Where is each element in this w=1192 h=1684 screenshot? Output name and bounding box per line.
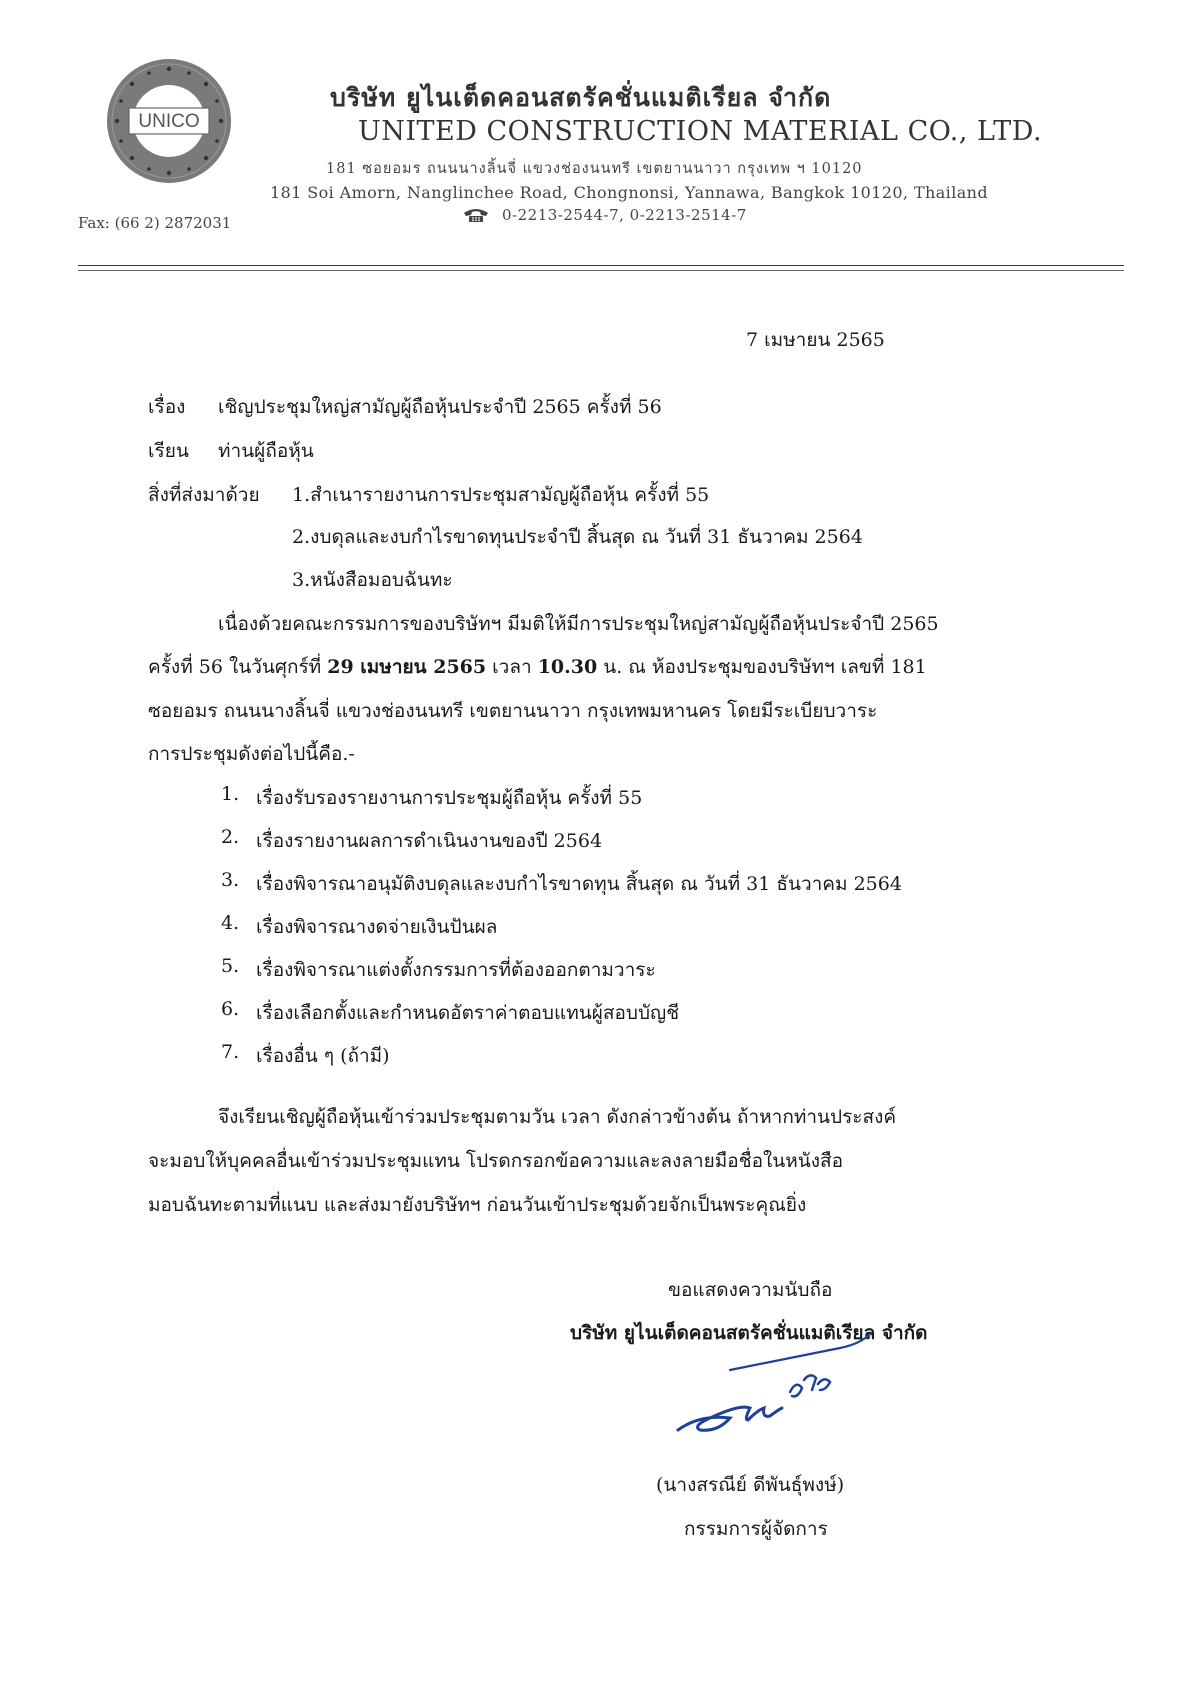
intro-line: ซอยอมร ถนนนางลิ้นจี่ แขวงช่องนนทรี เขตยานนาวา กรุงเทพมหานคร โดยมีระเบียบวาระ	[148, 700, 878, 722]
agenda-number: 1.	[221, 783, 240, 805]
agenda-number: 2.	[221, 826, 240, 848]
agenda-item: เรื่องพิจารณาอนุมัติงบดุลและงบกำไรขาดทุน สิ้นสุด ณ วันที่ 31 ธันวาคม 2564	[256, 873, 902, 895]
company-logo	[104, 56, 234, 186]
enclosure-item: 1.สำเนารายงานการประชุมสามัญผู้ถือหุ้น ครั้งที่ 55	[292, 484, 710, 506]
closing-line: จะมอบให้บุคคลอื่นเข้าร่วมประชุมแทน โปรดกรอกข้อความและลงลายมือชื่อในหนังสือ	[148, 1150, 844, 1172]
signer-name: (นางสรณีย์ ดีพันธุ์พงษ์)	[656, 1474, 845, 1496]
letter-date: 7 เมษายน 2565	[746, 329, 885, 351]
phone-line	[462, 206, 747, 224]
signer-title: กรรมการผู้จัดการ	[684, 1518, 828, 1540]
recipient-label: เรียน	[148, 440, 189, 462]
agenda-item: เรื่องเลือกตั้งและกำหนดอัตราค่าตอบแทนผู้สอบบัญชี	[256, 1002, 680, 1024]
intro-line	[148, 652, 927, 682]
header-divider	[78, 265, 1124, 266]
subject-label: เรื่อง	[148, 396, 186, 418]
enclosure-item: 3.หนังสือมอบฉันทะ	[292, 569, 453, 591]
signing-company: บริษัท ยูไนเต็ดคอนสตรัคชั่นแมติเรียล จำกัด	[570, 1322, 928, 1344]
meeting-date: 29 เมษายน 2565	[327, 656, 487, 678]
company-address-english: 181 Soi Amorn, Nanglinchee Road, Chongnonsi, Yannawa, Bangkok 10120, Thailand	[270, 183, 988, 202]
agenda-number: 7.	[221, 1041, 240, 1063]
enclosure-item: 2.งบดุลและงบกำไรขาดทุนประจำปี สิ้นสุด ณ วันที่ 31 ธันวาคม 2564	[292, 526, 863, 548]
intro-line: การประชุมดังต่อไปนี้คือ.-	[148, 743, 355, 765]
agenda-item: เรื่องอื่น ๆ (ถ้ามี)	[256, 1045, 390, 1067]
company-name-english: UNITED CONSTRUCTION MATERIAL CO., LTD.	[358, 116, 1043, 147]
closing-regards: ขอแสดงความนับถือ	[668, 1279, 833, 1301]
handwritten-signature	[670, 1318, 890, 1468]
agenda-item: เรื่องรับรองรายงานการประชุมผู้ถือหุ้น ครั้งที่ 55	[256, 787, 643, 809]
company-name-thai: บริษัท ยูไนเต็ดคอนสตรัคชั่นแมติเรียล จำกัด	[330, 83, 832, 112]
phone-numbers: 0-2213-2544-7, 0-2213-2514-7	[502, 206, 747, 224]
agenda-item: เรื่องพิจารณางดจ่ายเงินปันผล	[256, 916, 498, 938]
subject-text: เชิญประชุมใหญ่สามัญผู้ถือหุ้นประจำปี 2565 ครั้งที่ 56	[218, 396, 662, 418]
closing-line: มอบฉันทะตามที่แนบ และส่งมายังบริษัทฯ ก่อนวันเข้าประชุมด้วยจักเป็นพระคุณยิ่ง	[148, 1194, 807, 1216]
agenda-item: เรื่องพิจารณาแต่งตั้งกรรมการที่ต้องออกตามวาระ	[256, 959, 656, 981]
intro-text: เวลา	[486, 656, 538, 678]
header-divider-secondary	[78, 270, 1124, 271]
intro-text: น. ณ ห้องประชุมของบริษัทฯ เลขที่ 181	[597, 656, 927, 678]
telephone-icon	[462, 207, 490, 223]
agenda-number: 3.	[221, 869, 240, 891]
agenda-number: 6.	[221, 998, 240, 1020]
intro-text: ครั้งที่ 56 ในวันศุกร์ที่	[148, 656, 328, 678]
fax-number: Fax: (66 2) 2872031	[78, 214, 232, 232]
intro-line: เนื่องด้วยคณะกรรมการของบริษัทฯ มีมติให้มีการประชุมใหญ่สามัญผู้ถือหุ้นประจำปี 2565	[218, 613, 939, 635]
agenda-item: เรื่องรายงานผลการดำเนินงานของปี 2564	[256, 830, 603, 852]
closing-line: จึงเรียนเชิญผู้ถือหุ้นเข้าร่วมประชุมตามวัน เวลา ดังกล่าวข้างต้น ถ้าหากท่านประสงค์	[218, 1106, 897, 1128]
recipient-text: ท่านผู้ถือหุ้น	[218, 440, 314, 462]
logo-text: UNICO	[138, 111, 200, 132]
agenda-number: 4.	[221, 912, 240, 934]
company-address-thai: 181 ซอยอมร ถนนนางลิ้นจี่ แขวงช่องนนทรี เขตยานนาวา กรุงเทพ ฯ 10120	[326, 161, 863, 177]
enclosures-label: สิ่งที่ส่งมาด้วย	[148, 484, 260, 506]
agenda-number: 5.	[221, 955, 240, 977]
meeting-time: 10.30	[537, 656, 598, 678]
